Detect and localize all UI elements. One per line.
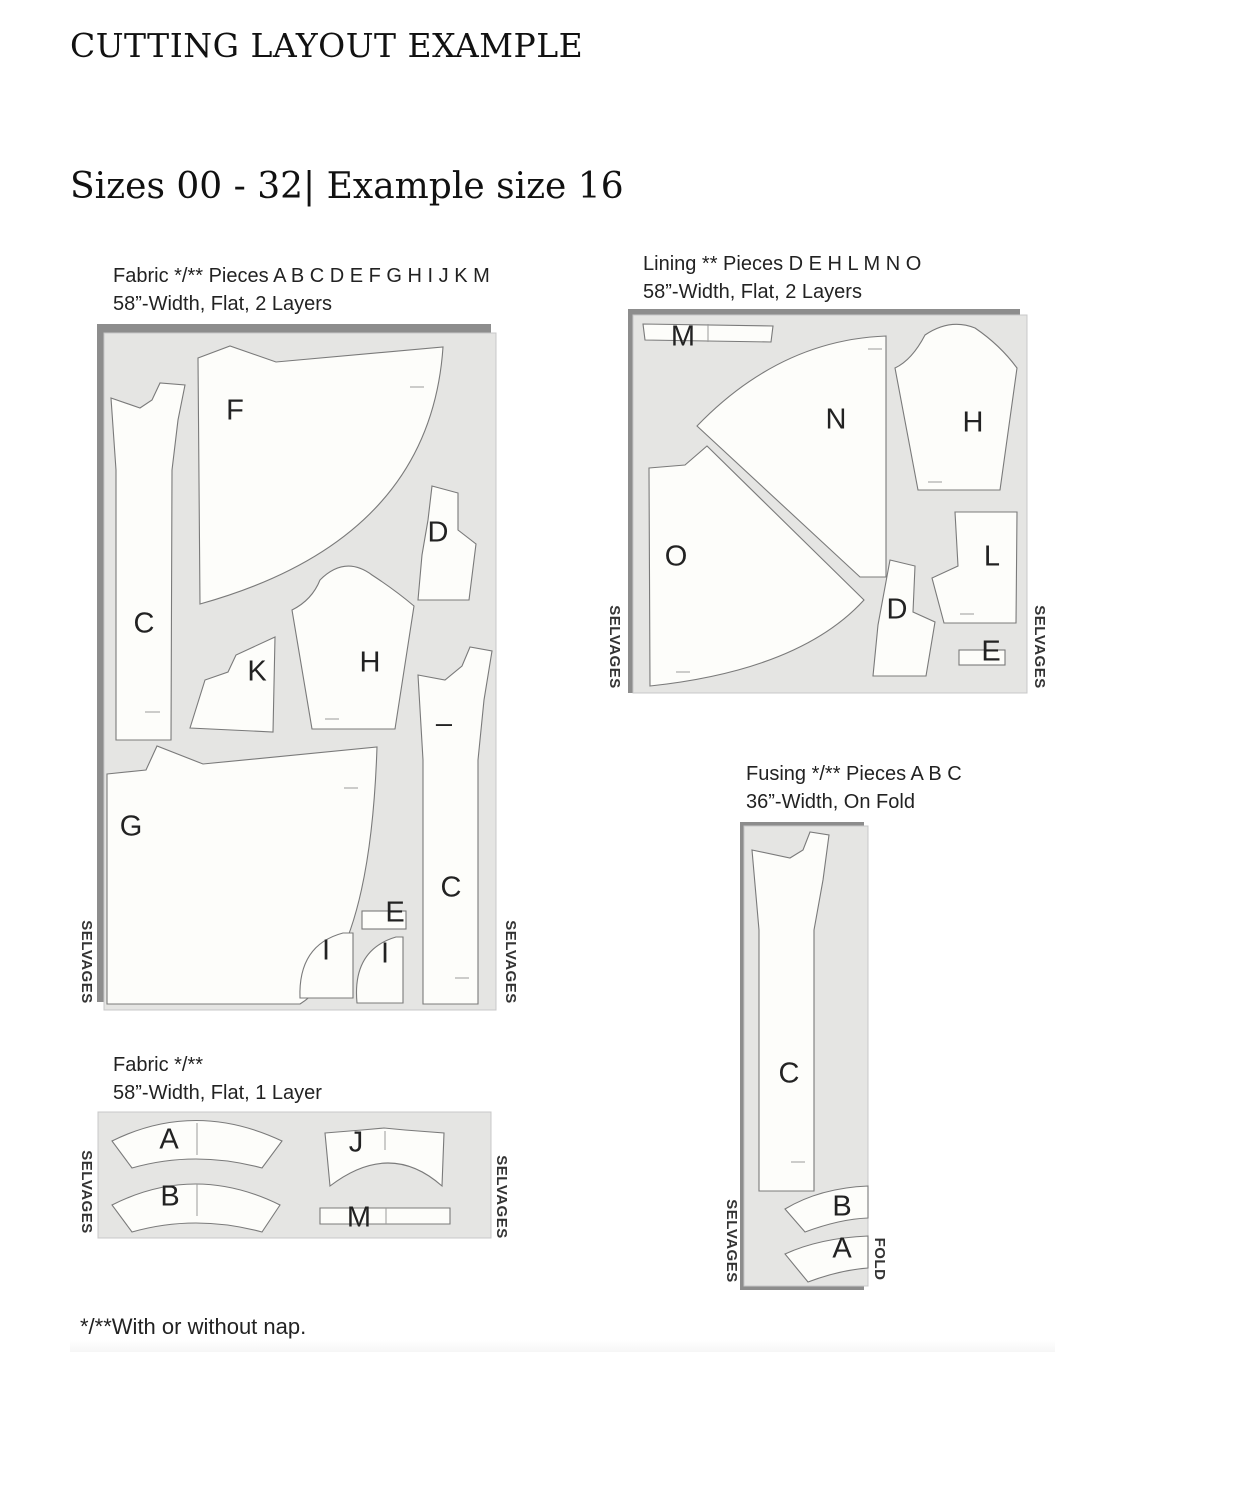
fabric-two-layers-width: 58”-Width, Flat, 2 Layers — [113, 293, 332, 315]
size-subtitle: Sizes 00 - 32| Example size 16 — [70, 166, 624, 207]
selvages-label-right: SELVAGES — [502, 920, 520, 1004]
lining-pieces: Lining ** Pieces D E H L M N O — [643, 253, 922, 275]
piece-label-d-lining: D — [886, 593, 908, 626]
lining-layout — [606, 309, 1048, 693]
lining-width: 58”-Width, Flat, 2 Layers — [643, 281, 862, 303]
piece-label-j: J — [348, 1126, 364, 1159]
piece-label-a: A — [159, 1123, 179, 1156]
nap-footnote: */**With or without nap. — [80, 1314, 307, 1339]
fabric-one-layer-width: 58”-Width, Flat, 1 Layer — [113, 1082, 322, 1104]
lining-selvages-label-right: SELVAGES — [1031, 605, 1049, 689]
piece-label-m-fabric: M — [346, 1201, 372, 1234]
piece-label-i-grainline: – — [435, 707, 453, 740]
fusing-width: 36”-Width, On Fold — [746, 791, 915, 813]
piece-label-c-right: C — [440, 871, 462, 904]
fusing-selvages-label: SELVAGES — [723, 1199, 741, 1283]
page-title: CUTTING LAYOUT EXAMPLE — [70, 26, 584, 65]
fabric-one-layer-layout — [78, 1112, 510, 1239]
piece-label-b-fusing: B — [832, 1190, 852, 1223]
one-layer-selvages-label-right: SELVAGES — [493, 1155, 511, 1239]
piece-label-e: E — [385, 896, 405, 929]
lining-selvages-label-left: SELVAGES — [606, 605, 624, 689]
fabric-one-layer-title: Fabric */** — [113, 1054, 204, 1076]
piece-label-b: B — [160, 1180, 180, 1213]
fabric-two-layers-pieces: Fabric */** Pieces A B C D E F G H I J K M — [113, 265, 490, 287]
piece-label-h: H — [359, 646, 381, 679]
piece-label-e-lining: E — [981, 635, 1001, 668]
footnote-band — [70, 1340, 1055, 1352]
piece-label-c-fusing: C — [778, 1057, 800, 1090]
fusing-layout — [723, 822, 888, 1290]
piece-label-n: N — [825, 403, 847, 436]
piece-label-d: D — [427, 516, 449, 549]
piece-label-c: C — [133, 607, 155, 640]
piece-label-m: M — [670, 320, 696, 353]
fold-label: FOLD — [871, 1237, 889, 1281]
selvages-label-left: SELVAGES — [78, 920, 96, 1004]
fabric-two-layers-layout — [78, 324, 519, 1010]
piece-label-f: F — [226, 394, 244, 427]
piece-label-o: O — [664, 540, 688, 573]
piece-label-i: I — [321, 934, 331, 967]
piece-label-l: L — [983, 540, 1001, 573]
piece-label-a-fusing: A — [832, 1232, 852, 1265]
piece-label-h-lining: H — [962, 406, 984, 439]
piece-label-g: G — [119, 810, 143, 843]
fusing-pieces: Fusing */** Pieces A B C — [746, 763, 962, 785]
piece-label-i-2: I — [380, 937, 390, 970]
piece-label-k: K — [247, 655, 267, 688]
one-layer-selvages-label-left: SELVAGES — [78, 1150, 96, 1234]
